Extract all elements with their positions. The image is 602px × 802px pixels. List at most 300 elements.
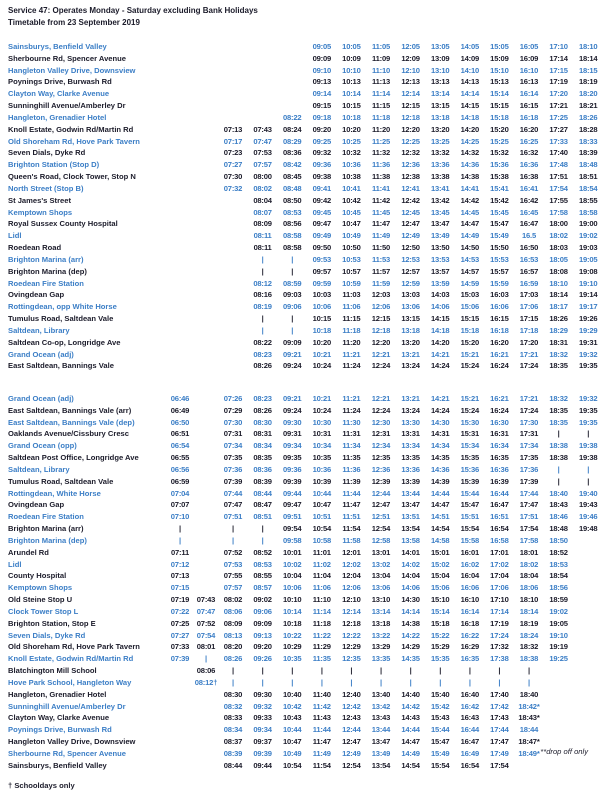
departure-time: 11:43 [312, 713, 331, 723]
departure-time: 15:59 [490, 278, 509, 288]
departure-time: 12:20 [371, 337, 391, 347]
departure-time: 17:21 [519, 349, 539, 359]
stop-name: Lidl [8, 559, 22, 569]
departure-time: 08:26 [253, 405, 272, 415]
departure-time: 14:03 [430, 290, 450, 300]
timetable-row [0, 53, 602, 65]
departure-time: 18:50 [549, 535, 568, 545]
departure-time: 15:02 [430, 559, 450, 569]
departure-time: 17:35 [519, 453, 539, 463]
departure-time: 12:29 [342, 642, 361, 652]
not-stopping-marker: | [528, 677, 530, 687]
departure-time: 15:18 [490, 112, 509, 122]
departure-time: 10:20 [342, 124, 361, 134]
departure-time: 16.5 [522, 231, 536, 241]
departure-time: 19:03 [578, 243, 598, 253]
departure-time: 08:57 [253, 583, 272, 593]
departure-time: 16:47 [519, 219, 539, 229]
departure-time: 08:58 [282, 231, 302, 241]
departure-time: 19:05 [578, 254, 598, 264]
timetable-row [0, 464, 602, 476]
departure-time: 15:44 [430, 725, 450, 735]
stop-name: Saltdean, Library [8, 325, 70, 335]
departure-time: 16:18 [490, 325, 509, 335]
departure-time: 11:32 [371, 148, 390, 158]
stop-name: Grand Ocean (opp) [8, 441, 77, 451]
stop-name: Poynings Drive, Burwash Rd [8, 77, 112, 87]
departure-time: 10:38 [342, 172, 361, 182]
departure-time: 08:53 [253, 559, 272, 569]
departure-time: 07:44 [223, 488, 243, 498]
departure-time: 15:21 [460, 394, 480, 403]
departure-time: 08:30 [253, 417, 272, 427]
departure-time: 09:18 [312, 112, 332, 122]
departure-time: 12:09 [401, 53, 420, 63]
departure-time: 16:01 [460, 547, 480, 557]
departure-time: 13:25 [430, 136, 450, 146]
departure-time: 07:34 [223, 441, 243, 451]
departure-time: 08:19 [253, 302, 272, 312]
departure-time: 11:54 [342, 524, 361, 534]
departure-time: 11:24 [342, 361, 361, 371]
departure-time: 13:18 [371, 618, 391, 628]
departure-time: 13:44 [371, 725, 391, 735]
departure-time: 15:54 [430, 760, 450, 770]
departure-time: 10:59 [342, 278, 361, 288]
departure-time: 15:10 [490, 65, 509, 75]
departure-time: 14:14 [460, 89, 480, 99]
departure-time: 16:05 [519, 42, 539, 51]
departure-time: 09:38 [312, 172, 332, 182]
departure-time: 18:20 [578, 89, 598, 99]
not-stopping-marker: | [291, 314, 294, 324]
departure-time: 16:50 [519, 243, 539, 253]
timetable-row [0, 547, 602, 559]
departure-time: 08:23 [253, 349, 272, 359]
departure-time: 18:54 [549, 571, 568, 581]
departure-time: 15:24 [460, 405, 480, 415]
departure-time: 11:22 [312, 630, 331, 640]
departure-time: 13:49 [430, 231, 450, 241]
departure-time: 09:37 [253, 737, 272, 747]
departure-time: 18:52 [549, 547, 568, 557]
departure-time: 07:22 [170, 606, 190, 616]
departure-time: 13:24 [401, 361, 420, 371]
departure-time: 10:14 [282, 606, 302, 616]
departure-time: 12:02 [342, 559, 361, 569]
departure-time: 09:30 [253, 689, 272, 699]
departure-time: 10:35 [282, 654, 302, 664]
departure-time: 17:19 [549, 77, 568, 87]
departure-time: 13:38 [430, 172, 450, 182]
departure-time: 07:53 [223, 559, 243, 569]
stop-name: Saltdean, Library [8, 464, 70, 474]
stop-name: Sherbourne Rd, Spencer Avenue [8, 748, 127, 758]
timetable-row [0, 325, 602, 337]
departure-time: 09:26 [253, 654, 272, 664]
departure-time: 09:33 [253, 713, 272, 723]
departure-time: 15:20 [460, 337, 480, 347]
departure-time: 15:01 [430, 547, 450, 557]
timetable-row [0, 476, 602, 488]
departure-time: 18:49* [518, 748, 540, 758]
departure-time: 09:35 [282, 453, 302, 463]
outbound-timetable [0, 41, 602, 372]
stop-name: Brighton Marina (arr) [8, 524, 84, 534]
departure-time: 07:23 [223, 148, 243, 158]
departure-time: 07:51 [223, 512, 243, 522]
departure-time: 18:19 [519, 618, 539, 628]
departure-time: 19:35 [578, 361, 598, 371]
departure-time: 16:42 [460, 701, 480, 711]
departure-time: 12:36 [401, 160, 420, 170]
departure-time: 14:54 [430, 524, 450, 534]
departure-time: 17:31 [519, 429, 539, 439]
departure-time: 10:34 [312, 441, 332, 451]
departure-time: 11:42 [371, 195, 390, 205]
departure-time: 09:15 [312, 101, 332, 111]
departure-time: 09:47 [282, 500, 302, 510]
departure-time: 13:14 [430, 89, 450, 99]
departure-time: 16:47 [460, 737, 480, 747]
departure-time: 16:45 [519, 207, 539, 217]
departure-time: 18:32 [549, 394, 568, 403]
departure-time: 10:57 [342, 266, 361, 276]
departure-time: 16:02 [460, 559, 480, 569]
stop-name: Grand Ocean (adj) [8, 394, 74, 403]
not-stopping-marker: | [291, 266, 294, 276]
departure-time: 11:06 [312, 583, 331, 593]
departure-time: 09:50 [312, 243, 332, 253]
not-stopping-marker: | [557, 476, 560, 486]
timetable-row [0, 337, 602, 349]
departure-time: 07:31 [223, 429, 243, 439]
departure-time: 19:35 [578, 417, 598, 427]
departure-time: 07:47 [223, 500, 243, 510]
departure-time: 12:41 [401, 183, 420, 193]
departure-time: 15:47 [460, 500, 480, 510]
departure-time: 16:54 [490, 524, 509, 534]
stop-name: Lidl [8, 231, 22, 241]
departure-time: 10:06 [312, 302, 332, 312]
departure-time: 15:03 [460, 290, 480, 300]
departure-time: 09:25 [312, 136, 332, 146]
not-stopping-marker: | [350, 677, 353, 687]
departure-time: 18:14 [578, 53, 598, 63]
stop-name: Sainsburys, Benfield Valley [8, 42, 107, 51]
departure-time: 12:59 [401, 278, 420, 288]
departure-time: 13:54 [401, 524, 420, 534]
departure-time: 10:21 [312, 394, 332, 403]
stop-name: Rottingdean, opp White Horse [8, 302, 117, 312]
departure-time: 10:44 [312, 488, 332, 498]
departure-time: 07:43 [196, 595, 216, 605]
departure-time: 17:14 [549, 53, 568, 63]
departure-time: 17:54 [549, 183, 568, 193]
departure-time: 18:46 [549, 512, 568, 522]
departure-time: 17:39 [519, 476, 539, 486]
stop-name: Ovingdean Gap [8, 290, 65, 300]
not-stopping-marker: | [498, 666, 501, 676]
departure-time: 13:43 [371, 713, 391, 723]
stop-name: Blatchington Mill School [8, 666, 97, 676]
departure-time: 12:38 [401, 172, 420, 182]
departure-time: 10:30 [312, 417, 332, 427]
departure-time: 19:43 [578, 500, 598, 510]
departure-time: 17:25 [549, 112, 568, 122]
stop-name: Roedean Fire Station [8, 278, 84, 288]
departure-time: 17:03 [519, 290, 539, 300]
departure-time: 18:29 [549, 325, 568, 335]
departure-time: 17:44 [519, 488, 539, 498]
departure-time: 17:44 [490, 725, 509, 735]
departure-time: 19:38 [578, 441, 598, 451]
departure-time: 16:42 [519, 195, 539, 205]
departure-time: 13:58 [401, 535, 420, 545]
stop-name: St James's Street [8, 195, 72, 205]
departure-time: 11:34 [342, 441, 361, 451]
departure-time: 15:45 [490, 207, 509, 217]
departure-time: 08:51 [253, 512, 272, 522]
departure-time: 12:14 [342, 606, 361, 616]
departure-time: 10:18 [342, 112, 361, 122]
departure-time: 14:49 [401, 748, 420, 758]
departure-time: 17:51 [519, 512, 539, 522]
not-stopping-marker: | [291, 666, 294, 676]
departure-time: 17:58 [519, 535, 539, 545]
departure-time: 12:42 [342, 701, 361, 711]
departure-time: 14:21 [430, 394, 450, 403]
departure-time: 08:12† [194, 677, 218, 687]
departure-time: 08:37 [223, 737, 243, 747]
departure-time: 14:15 [460, 101, 480, 111]
departure-time: 18:51 [578, 172, 598, 182]
departure-time: 18:44 [519, 725, 539, 735]
departure-time: 16:43 [460, 713, 480, 723]
departure-time: 17:21 [549, 101, 568, 111]
departure-time: 08:06 [196, 666, 216, 676]
departure-time: 15:39 [460, 476, 480, 486]
departure-time: 15:15 [490, 101, 509, 111]
departure-time: 07:55 [223, 571, 243, 581]
departure-time: 13:14 [371, 606, 391, 616]
departure-time: 14:32 [460, 148, 480, 158]
departure-time: 15:36 [460, 464, 480, 474]
timetable-row [0, 641, 602, 653]
departure-time: 13:18 [430, 112, 450, 122]
departure-time: 11:29 [312, 642, 331, 652]
stop-name: Queen's Road, Clock Tower, Stop N [8, 172, 136, 182]
departure-time: 18:15 [578, 65, 598, 75]
departure-time: 14:59 [460, 278, 480, 288]
departure-time: 08:44 [223, 760, 243, 770]
departure-time: 14:24 [430, 361, 450, 371]
departure-time: 10:49 [342, 231, 361, 241]
service-title: Service 47: Operates Monday - Saturday excluding Bank Holidays [8, 6, 258, 15]
departure-time: 06:56 [170, 464, 190, 474]
departure-time: 17:10 [490, 595, 509, 605]
departure-time: 12:54 [342, 760, 361, 770]
departure-time: 10:53 [342, 254, 361, 264]
departure-time: 14:18 [430, 325, 450, 335]
departure-time: 12:20 [401, 124, 420, 134]
departure-time: 17:42 [490, 701, 509, 711]
timetable-row [0, 535, 602, 547]
timetable-row [0, 183, 602, 195]
departure-time: 13:40 [371, 689, 391, 699]
departure-time: 14:36 [430, 464, 450, 474]
departure-time: 17:27 [549, 124, 568, 134]
departure-time: 09:32 [312, 148, 332, 158]
departure-time: 13:36 [430, 160, 450, 170]
departure-time: 07:10 [170, 512, 190, 522]
departure-time: 10:50 [342, 243, 361, 253]
departure-time: 18:38 [549, 453, 568, 463]
departure-time: 16:18 [519, 112, 539, 122]
departure-time: 18:26 [549, 314, 568, 324]
departure-time: 08:44 [253, 488, 272, 498]
departure-time: 11:36 [371, 160, 390, 170]
departure-time: 17:15 [519, 314, 539, 324]
departure-time: 09:02 [253, 595, 272, 605]
departure-time: 18:35 [549, 405, 568, 415]
departure-time: 13:29 [371, 642, 391, 652]
stop-name: Royal Sussex County Hospital [8, 219, 118, 229]
departure-time: 13:06 [401, 302, 420, 312]
departure-time: 08:20 [223, 642, 243, 652]
departure-time: 16:14 [460, 606, 480, 616]
departure-time: 13:42 [371, 701, 391, 711]
departure-time: 18:39 [578, 148, 598, 158]
departure-time: 14:30 [401, 595, 420, 605]
departure-time: 16:03 [490, 290, 509, 300]
departure-time: 11:01 [312, 547, 331, 557]
departure-time: 17:47 [519, 500, 539, 510]
departure-time: 14:13 [460, 77, 480, 87]
departure-time: 14:05 [460, 42, 480, 51]
departure-time: 07:13 [223, 124, 243, 134]
departure-time: 10:14 [342, 89, 361, 99]
timetable-row [0, 124, 602, 136]
departure-time: 18:26 [578, 112, 598, 122]
departure-time: 07:47 [196, 606, 216, 616]
departure-time: 17:20 [519, 337, 539, 347]
departure-time: 15:14 [430, 606, 450, 616]
departure-time: 16:06 [490, 302, 509, 312]
departure-time: 11:18 [371, 112, 390, 122]
not-stopping-marker: | [587, 429, 590, 439]
stop-name: Seven Dials, Dyke Rd [8, 630, 86, 640]
departure-time: 18:38 [549, 441, 568, 451]
departure-time: 19:26 [578, 314, 598, 324]
departure-time: 18:40 [549, 488, 568, 498]
stop-name: Hangleton, Grenadier Hotel [8, 689, 107, 699]
departure-time: 14:36 [460, 160, 480, 170]
stop-name: Old Shoreham Rd, Hove Park Tavern [8, 136, 140, 146]
departure-time: 12:22 [342, 630, 361, 640]
departure-time: 12:15 [371, 314, 391, 324]
departure-time: 15:22 [430, 630, 450, 640]
not-stopping-marker: | [557, 464, 560, 474]
timetable-row [0, 171, 602, 183]
departure-time: 10:15 [342, 101, 361, 111]
departure-time: 12:24 [371, 405, 391, 415]
departure-time: 12:14 [401, 89, 420, 99]
not-stopping-marker: | [380, 677, 382, 687]
departure-time: 16:29 [460, 642, 480, 652]
timetable-row [0, 724, 602, 736]
departure-time: 11:24 [342, 405, 361, 415]
departure-time: 12:32 [401, 148, 420, 158]
departure-time: 18:54 [578, 183, 598, 193]
schooldays-footnote: † Schooldays only [8, 781, 75, 790]
departure-time: 13:15 [401, 314, 420, 324]
departure-time: 17:54 [519, 524, 539, 534]
not-stopping-marker: | [261, 535, 264, 545]
departure-time: 10:18 [312, 325, 332, 335]
departure-time: 11:44 [342, 488, 361, 498]
departure-time: 11:51 [342, 512, 361, 522]
departure-time: 18:38 [519, 654, 539, 664]
departure-time: 13:05 [430, 42, 450, 51]
departure-time: 15:41 [490, 183, 509, 193]
not-stopping-marker: | [232, 524, 234, 534]
not-stopping-marker: | [320, 666, 323, 676]
departure-time: 09:09 [253, 618, 272, 628]
not-stopping-marker: | [261, 666, 264, 676]
departure-time: 13:32 [430, 148, 450, 158]
inbound-timetable [0, 393, 602, 772]
departure-time: 11:20 [342, 337, 361, 347]
timetable-row [0, 289, 602, 301]
stop-name: Knoll Estate, Godwin Rd/Martin Rd [8, 654, 134, 664]
departure-time: 18:01 [519, 547, 539, 557]
not-stopping-marker: | [291, 677, 294, 687]
departure-time: 14:38 [460, 172, 480, 182]
departure-time: 09:13 [312, 77, 332, 87]
departure-time: 18:05 [549, 254, 568, 264]
departure-time: 17:43 [490, 713, 509, 723]
timetable-row [0, 393, 602, 405]
departure-time: 18:24 [519, 630, 539, 640]
not-stopping-marker: | [439, 666, 442, 676]
timetable-row [0, 499, 602, 511]
departure-time: 08:04 [253, 195, 272, 205]
departure-time: 12:01 [342, 547, 361, 557]
departure-time: 17:47 [490, 737, 509, 747]
timetable-row [0, 748, 602, 760]
departure-time: 07:12 [170, 559, 190, 569]
departure-time: 14:25 [460, 136, 480, 146]
timetable-row [0, 559, 602, 571]
departure-time: 15:18 [430, 618, 450, 628]
timetable-row [0, 301, 602, 313]
not-stopping-marker: | [498, 677, 501, 687]
stop-name: East Saltdean, Bannings Vale (dep) [8, 417, 135, 427]
departure-time: 16:21 [490, 394, 509, 403]
departure-time: 16:44 [460, 725, 480, 735]
departure-time: 17:19 [490, 618, 509, 628]
departure-time: 08:16 [253, 290, 272, 300]
departure-time: 15:10 [430, 595, 450, 605]
timetable-row [0, 440, 602, 452]
departure-time: 11:47 [342, 500, 361, 510]
departure-time: 10:44 [282, 725, 302, 735]
departure-time: 08:35 [253, 453, 272, 463]
timetable-row [0, 701, 602, 713]
departure-time: 18:10 [578, 42, 598, 51]
stop-name: Seven Dials, Dyke Rd [8, 148, 86, 158]
